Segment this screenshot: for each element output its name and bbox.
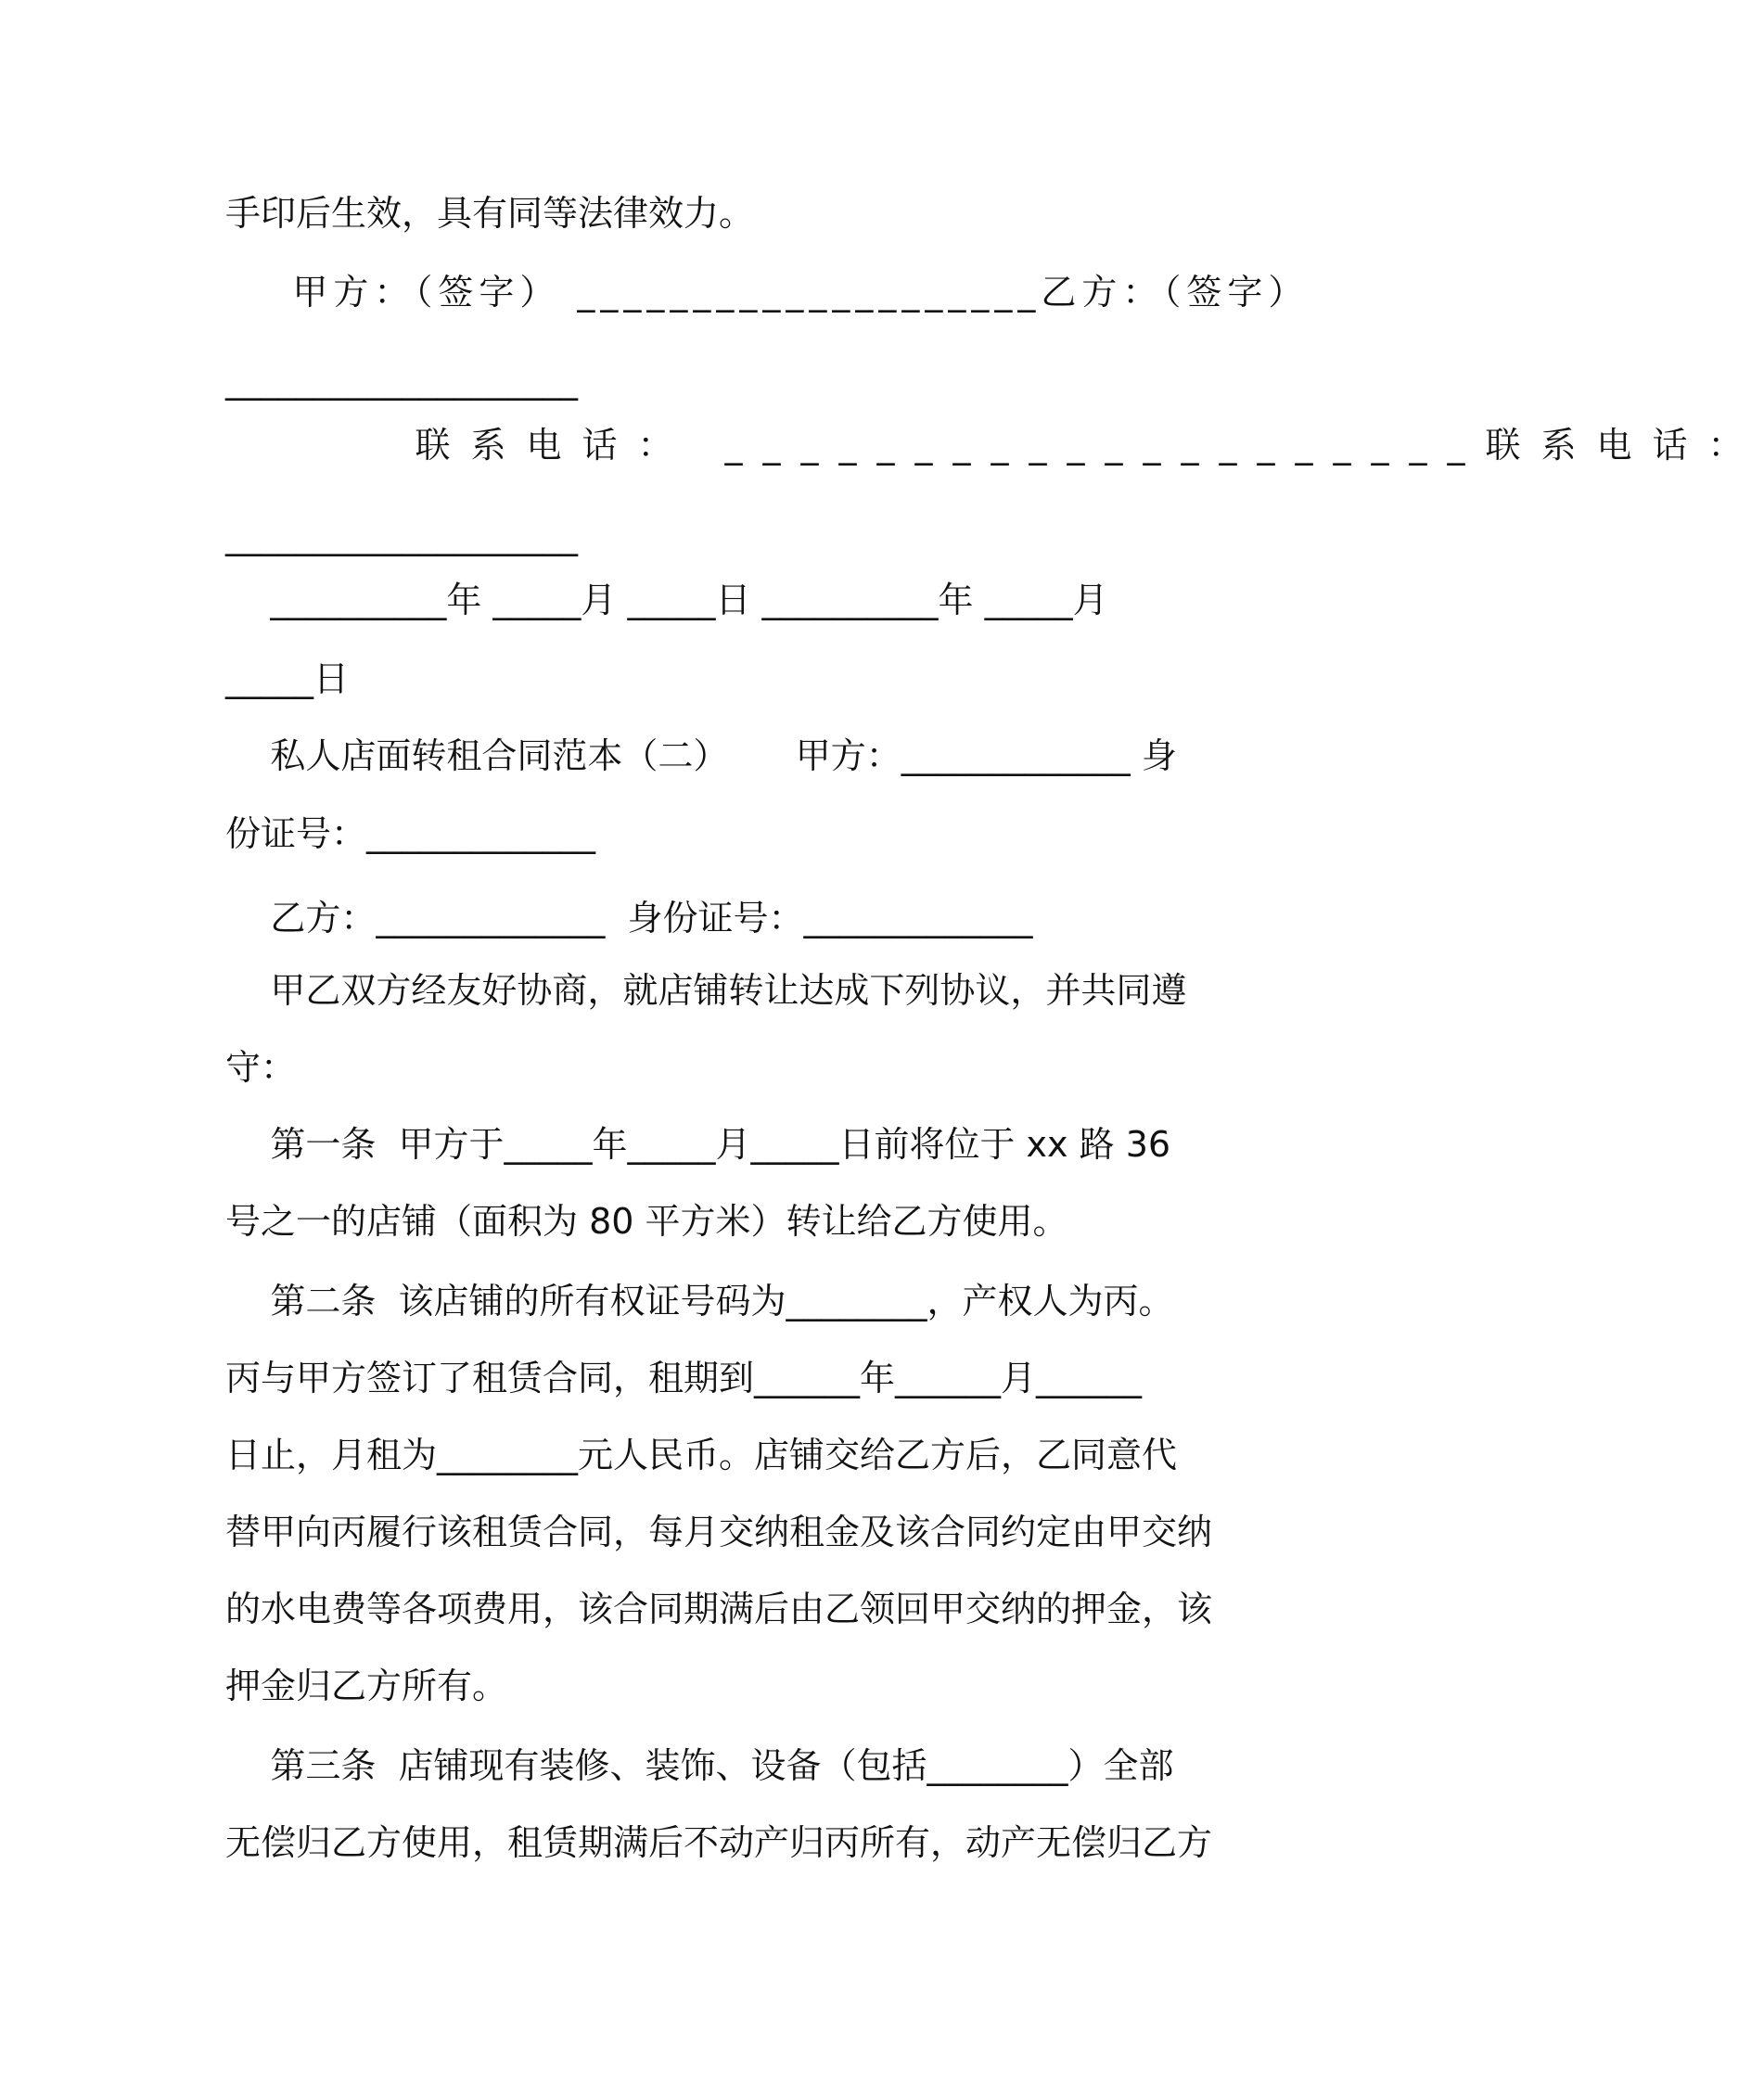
text-line-phone: 联系电话： ____________________联系电话： bbox=[225, 425, 1764, 466]
text-line-agreement-intro-end: 守： bbox=[225, 1047, 297, 1088]
text-line-date-day: _____日 bbox=[225, 658, 350, 699]
text-line-effect: 手印后生效，具有同等法律效力。 bbox=[225, 193, 755, 234]
clause-three-line-2: 无偿归乙方使用，租赁期满后不动产归丙所有，动产无偿归乙方 bbox=[225, 1822, 1213, 1863]
clause-two-line-5: 的水电费等各项费用，该合同期满后由乙领回甲交纳的押金，该 bbox=[225, 1589, 1213, 1629]
text-line-signature: 甲方：（签字） ____________________乙方：（签字） bbox=[225, 272, 1310, 313]
clause-one-line-1: 第一条 甲方于_____年_____月_____日前将位于 xx 路 36 bbox=[225, 1124, 1171, 1165]
clause-two-line-1: 第二条 该店铺的所有权证号码为________，产权人为丙。 bbox=[225, 1281, 1174, 1321]
text-line-signature-blank: ____________________ bbox=[225, 360, 578, 401]
clause-two-line-4: 替甲向丙履行该租赁合同，每月交纳租金及该合同约定由甲交纳 bbox=[225, 1512, 1213, 1552]
contract-title-line: 私人店面转租合同范本（二） 甲方：_____________ 身 bbox=[225, 735, 1177, 776]
text-line-agreement-intro: 甲乙双方经友好协商，就店铺转让达成下列协议，并共同遵 bbox=[225, 970, 1187, 1011]
text-line-date: __________年 _____月 _____日 __________年 _____月 bbox=[225, 580, 1108, 620]
clause-one-line-2: 号之一的店铺（面积为 80 平方米）转让给乙方使用。 bbox=[225, 1201, 1068, 1242]
text-line-party-a-id: 份证号：_____________ bbox=[225, 813, 596, 854]
clause-two-line-6: 押金归乙方所有。 bbox=[225, 1666, 508, 1706]
text-line-phone-blank: ____________________ bbox=[225, 516, 578, 556]
clause-three-line-1: 第三条 店铺现有装修、装饰、设备（包括________）全部 bbox=[225, 1745, 1174, 1786]
clause-two-line-3: 日止，月租为________元人民币。店铺交给乙方后，乙同意代 bbox=[225, 1435, 1178, 1475]
text-line-party-b: 乙方：_____________ 身份证号：_____________ bbox=[225, 898, 1033, 938]
clause-two-line-2: 丙与甲方签订了租赁合同，租期到______年______月______ bbox=[225, 1358, 1143, 1398]
